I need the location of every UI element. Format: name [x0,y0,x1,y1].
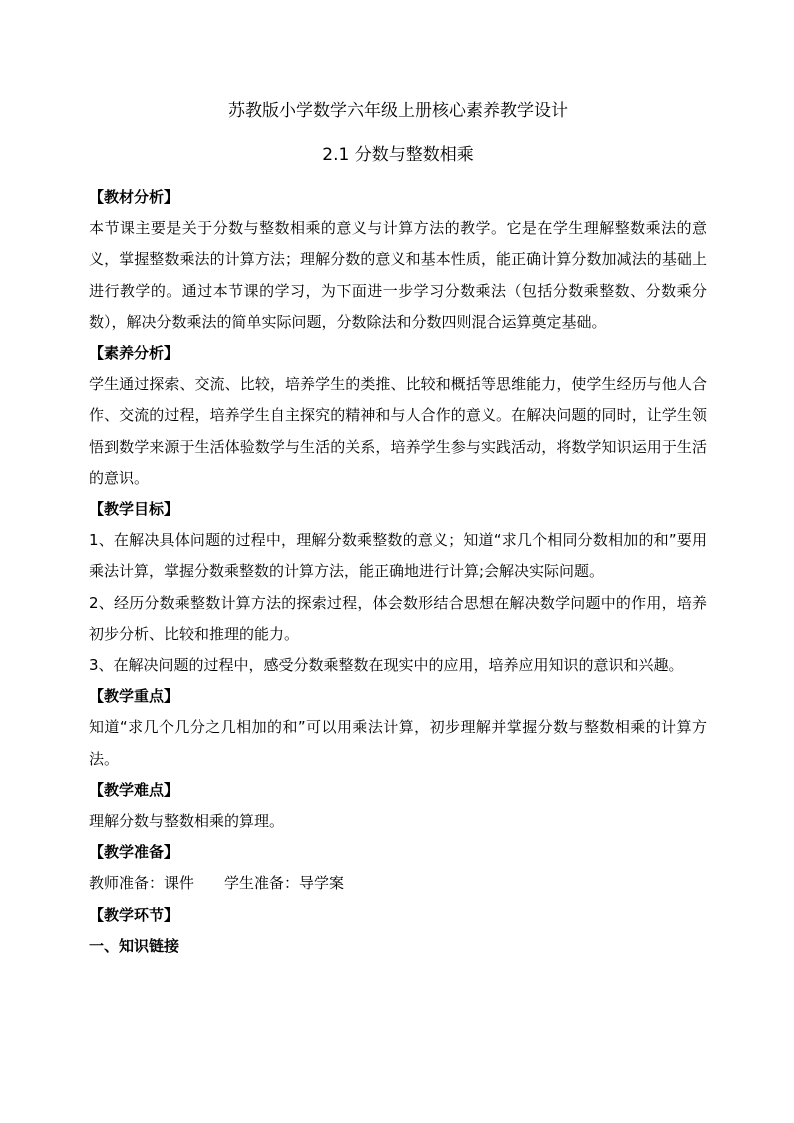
difficulties-paragraph: 理解分数与整数相乘的算理。 [89,811,285,830]
section-heading-key-points: 【教学重点】 [89,687,180,706]
sub-heading-knowledge-link: 一、知识链接 [89,936,180,955]
preparation-line [89,868,707,899]
document-subtitle: 2.1 分数与整数相乘 [322,145,474,165]
key-points-paragraph: 知道“求几个几分之几相加的和”可以用乘法计算，初步理解并掌握分数与整数相乘的计算方法。 [89,718,707,768]
teacher-preparation: 教师准备：课件 [89,874,195,893]
teaching-goal-item: 1、在解决具体问题的过程中，理解分数乘整数的意义；知道“求几个相同分数相加的和”要用乘法计算，掌握分数乘整数的计算方法，能正确地进行计算;会解决实际问题。 [89,531,707,581]
textbook-analysis-paragraph: 本节课主要是关于分数与整数相乘的意义与计算方法的教学。它是在学生理解整数乘法的意义，掌握整数乘法的计算方法；理解分数的意义和基本性质，能正确计算分数加减法的基础上进行教学的。通过本节课的学习，为下面进一步学习分数乘法（包括分数乘整数、分数乘分数），解决分数乘法的简单实际问题，分数除法和分数四则混合运算奠定基础。 [89,219,707,331]
section-heading-preparation: 【教学准备】 [89,843,180,862]
document-title: 苏教版小学数学六年级上册核心素养教学设计 [228,101,568,121]
section-heading-literacy-analysis: 【素养分析】 [89,344,180,362]
teaching-goal-item: 3、在解决问题的过程中，感受分数乘整数在现实中的应用，培养应用知识的意识和兴趣。 [89,656,684,674]
literacy-analysis-paragraph: 学生通过探索、交流、比较，培养学生的类推、比较和概括等思维能力，使学生经历与他人合作、交流的过程，培养学生自主探究的精神和与人合作的意义。在解决问题的同时，让学生领悟到数学来源于生活体验数学与生活的关系，培养学生参与实践活动，将数学知识运用于生活的意识。 [89,375,707,487]
section-heading-textbook-analysis: 【教材分析】 [89,188,180,206]
student-preparation: 学生准备：导学案 [224,874,345,893]
section-heading-teaching-goals: 【教学目标】 [89,500,180,518]
teaching-goal-item: 2、经历分数乘整数计算方法的探索过程，体会数形结合思想在解决数学问题中的作用，培养初步分析、比较和推理的能力。 [89,593,707,643]
section-heading-teaching-steps: 【教学环节】 [89,905,180,924]
document-page [89,96,707,962]
section-heading-difficulties: 【教学难点】 [89,780,180,799]
